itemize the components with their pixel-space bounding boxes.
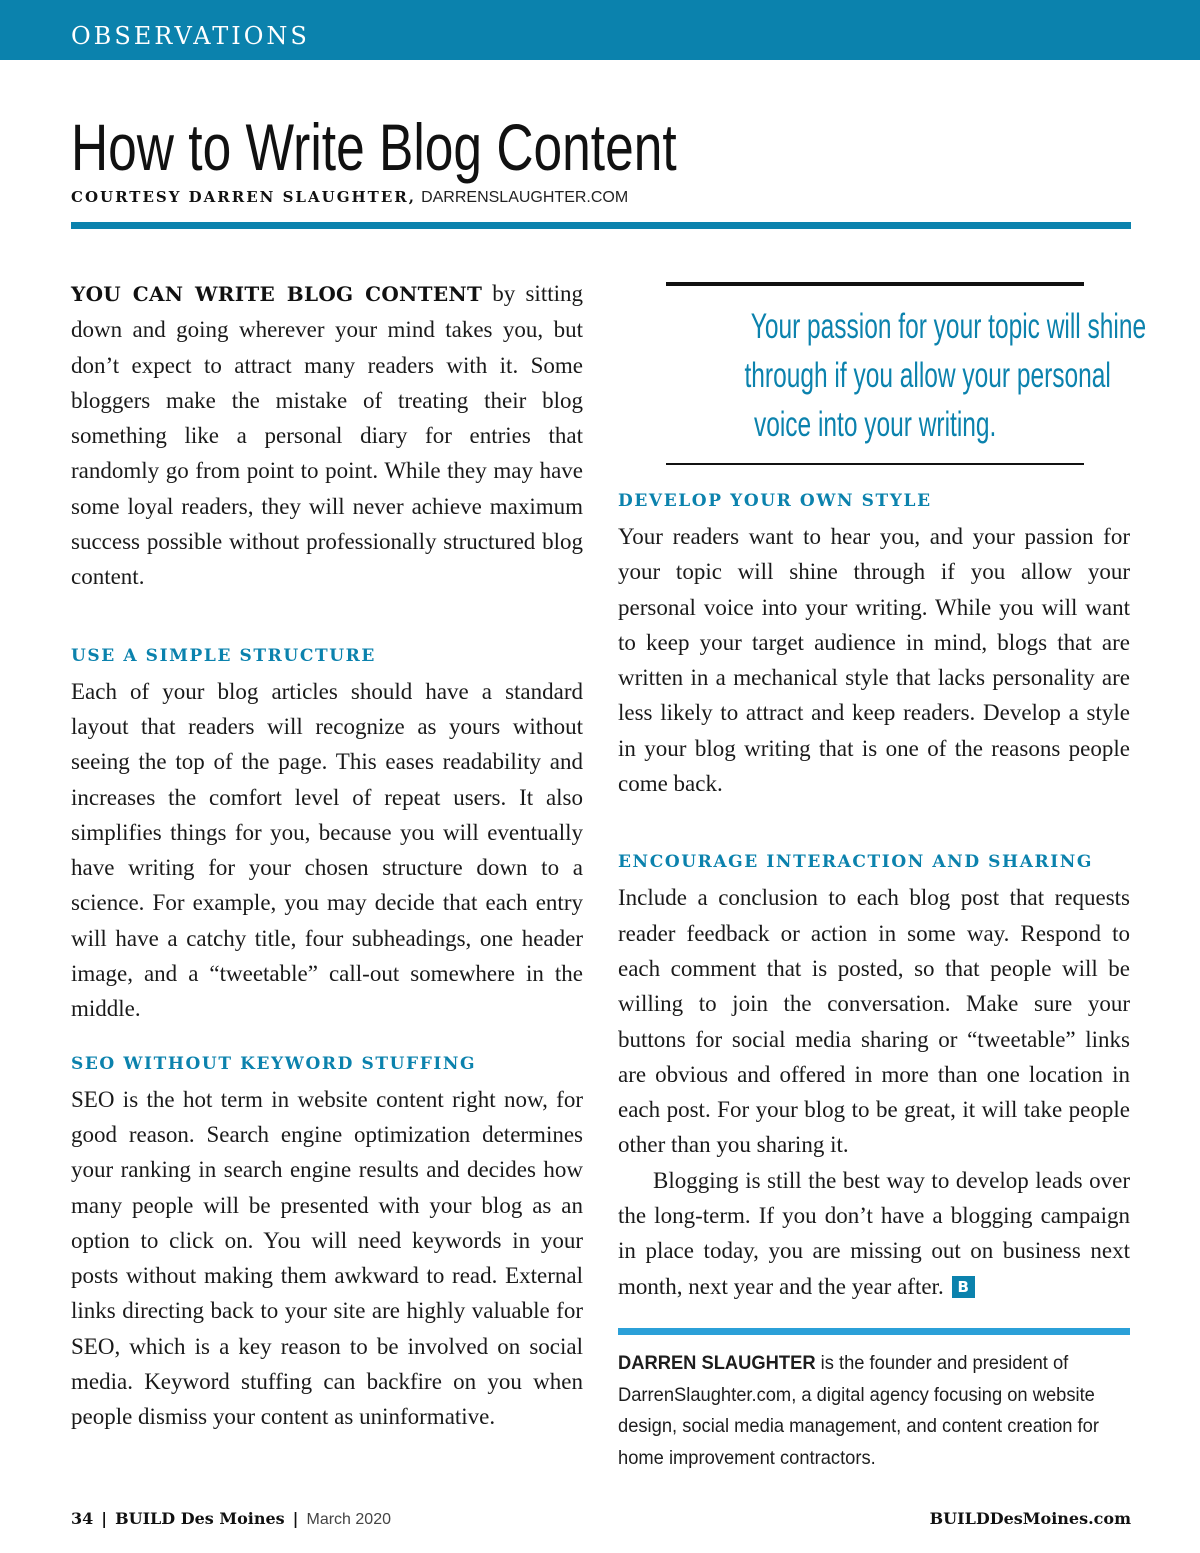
footer-website: BUILDDesMoines.com <box>929 1509 1131 1528</box>
pullquote-top-rule <box>666 282 1084 286</box>
section-label: OBSERVATIONS <box>71 22 310 50</box>
issue-date: March 2020 <box>306 1511 391 1528</box>
byline-credit: COURTESY DARREN SLAUGHTER, <box>71 188 416 206</box>
right-column <box>618 484 1130 1304</box>
intro-lead: YOU CAN WRITE BLOG CONTENT <box>71 282 483 306</box>
paragraph-interaction: Include a conclusion to each blog post that requests reader feedback or action in some way. Respond to each comment that is posted, so that people will be willing to join the conversation. Make sure your buttons for social media sharing or “tweetable” links are obvious and offered in more than one location in each post. For your blog to be great, it will take people other than you sharing it. <box>618 885 1130 1158</box>
subheading-seo: SEO WITHOUT KEYWORD STUFFING <box>71 1053 477 1074</box>
pullquote <box>666 302 1147 449</box>
byline-site: DARRENSLAUGHTER.COM <box>421 189 629 206</box>
pullquote-bottom-rule <box>666 463 1084 465</box>
page-number: 34 <box>71 1509 94 1528</box>
closing-paragraph <box>618 1163 1130 1304</box>
byline <box>71 186 628 209</box>
paragraph-simple-structure: Each of your blog articles should have a standard layout that readers will recognize as yours without seeing the top of the page. This eases readability and increases the comfort level of repeat users. It also simplifies things for you, because you will eventually have writing for your chosen structure down to a science. For example, you may decide that each entry will have a catchy title, four subheadings, one header image, and a “tweetable” call-out somewhere in the middle. <box>71 678 583 1022</box>
paragraph-seo: SEO is the hot term in website content right now, for good reason. Search engine optimization determines your ranking in search engine results and decides how many people will be presented with your blog as an option to click on. You will need keywords in your posts without making them awkward to read. External links directing back to your site are highly valuable for SEO, which is a key reason to be involved on social media. Keyword stuffing can backfire on you when people dismiss your content as uninformative. <box>71 1086 583 1430</box>
publication-name: BUILD Des Moines <box>115 1509 285 1528</box>
intro-paragraph <box>71 276 583 595</box>
pullquote-line-2: through if you allow your personal <box>744 356 1111 395</box>
author-name: DARREN SLAUGHTER <box>618 1352 816 1374</box>
author-bio <box>618 1348 1126 1474</box>
paragraph-own-style: Your readers want to hear you, and your passion for your topic will shine through if you allow your personal voice into your writing. While you will want to keep your target audience in mind, blogs that are written in a mechanical style that lacks personality are less likely to attract and keep readers. Develop a style in your blog writing that is one of the reasons people come back. <box>618 524 1130 797</box>
footer-folio <box>71 1507 391 1532</box>
left-column <box>71 276 583 1435</box>
title-divider <box>71 222 1131 229</box>
author-bio-text: is the founder and president of DarrenSlaughter.com, a digital agency focusing on website design, social media management, and content creation for home improvement contractors. <box>618 1352 1099 1469</box>
subheading-own-style: DEVELOP YOUR OWN STYLE <box>618 491 932 511</box>
intro-body: by sitting down and going wherever your mind takes you, but don’t expect to attract many readers with it. Some bloggers make the mistake of treating their blog something like a personal diary for entries that randomly go from point to point. While they may have some loyal readers, they will never achieve maximum success possible without professionally structured blog content. <box>71 281 583 590</box>
pullquote-line-3: voice into your writing. <box>753 405 997 444</box>
bio-divider <box>618 1328 1130 1335</box>
article-title: How to Write Blog Content <box>71 110 677 184</box>
pullquote-line-1: Your passion for your topic will shine <box>750 307 1147 346</box>
footer-separator: | <box>292 1509 299 1528</box>
subheading-interaction: ENCOURAGE INTERACTION AND SHARING <box>618 852 1094 873</box>
subheading-simple-structure: USE A SIMPLE STRUCTURE <box>71 645 376 666</box>
footer-separator: | <box>101 1509 108 1528</box>
closing-text: Blogging is still the best way to develop leads over the long-term. If you don’t have a blogging campaign in place today, you are missing out on business next month, next year and the year after. <box>618 1167 1130 1299</box>
end-mark-icon: B <box>952 1276 975 1298</box>
